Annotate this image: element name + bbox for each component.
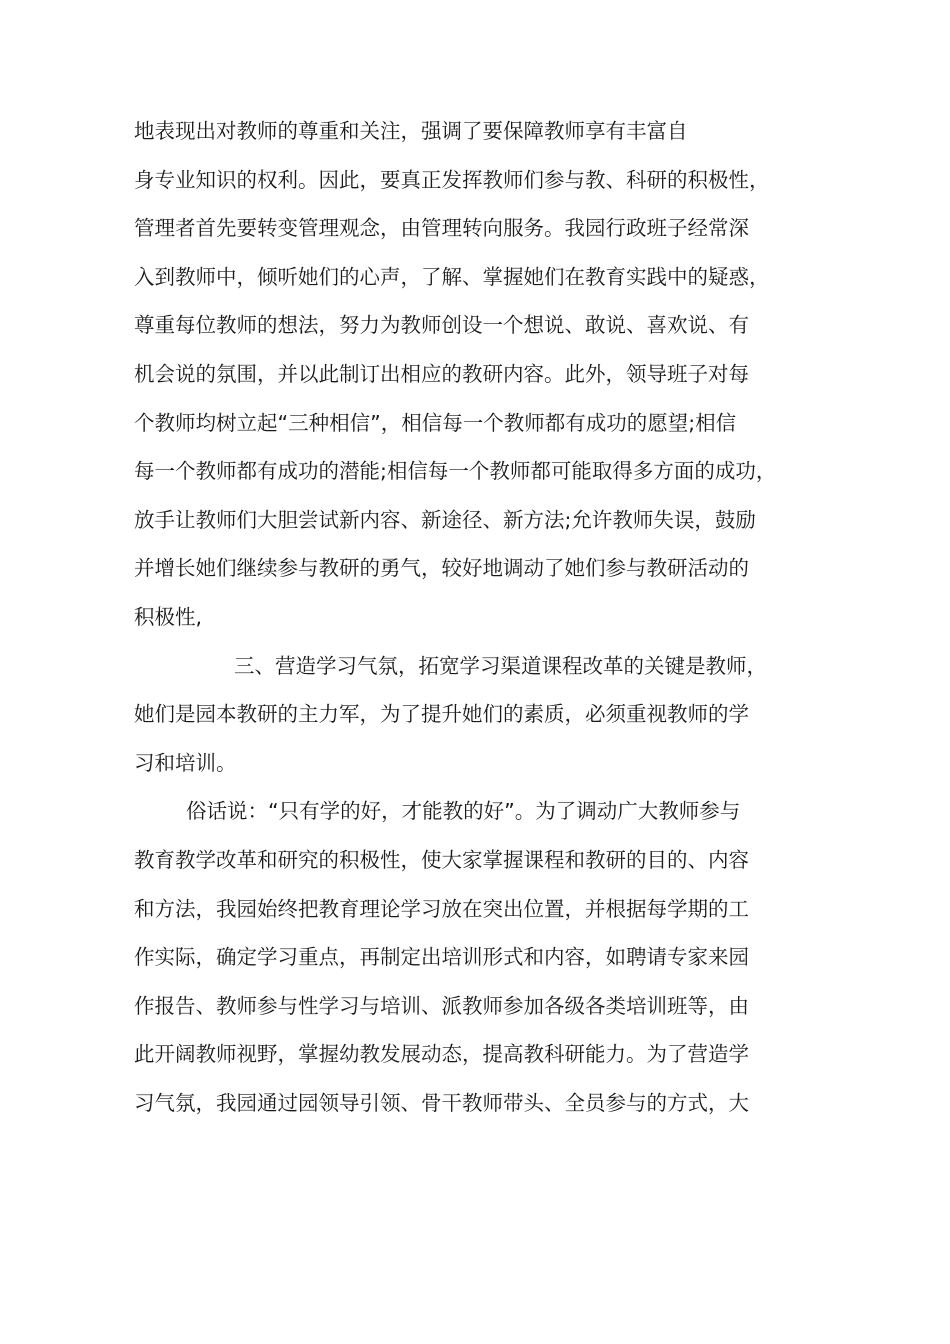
- body-line: 教育教学改革和研究的积极性，使大家掌握课程和教研的目的、内容: [134, 847, 749, 872]
- body-line: 尊重每位教师的想法，努力为教师创设一个想说、敢说、喜欢说、有: [134, 313, 749, 338]
- body-line: 她们是园本教研的主力军，为了提升她们的素质，必须重视教师的学: [134, 702, 749, 727]
- body-line: 放手让教师们大胆尝试新内容、新途径、新方法;允许教师失误，鼓励: [134, 507, 756, 532]
- body-line: 此开阔教师视野，掌握幼教发展动态，提高教科研能力。为了营造学: [134, 1042, 749, 1067]
- section-heading-line: 三、营造学习气氛，拓宽学习渠道课程改革的关键是教师，: [234, 653, 767, 678]
- document-body: [134, 107, 834, 1127]
- body-line: 个教师均树立起“三种相信”，相信每一个教师都有成功的愿望;相信: [134, 410, 737, 435]
- paragraph-first-line: 俗话说：“只有学的好，才能教的好”。为了调动广大教师参与: [186, 799, 741, 824]
- body-line: 积极性,: [134, 604, 203, 629]
- body-line: 机会说的氛围，并以此制订出相应的教研内容。此外，领导班子对每: [134, 361, 749, 386]
- body-line: 管理者首先要转变管理观念，由管理转向服务。我园行政班子经常深: [134, 216, 749, 241]
- body-line: 入到教师中，倾听她们的心声，了解、掌握她们在教育实践中的疑惑，: [134, 264, 770, 289]
- body-line: 地表现出对教师的尊重和关注，强调了要保障教师享有丰富自: [134, 119, 688, 143]
- body-line: 每一个教师都有成功的潜能;相信每一个教师都可能取得多方面的成功，: [134, 459, 777, 484]
- body-line: 习气氛，我园通过园领导引领、骨干教师带头、全员参与的方式，大: [134, 1090, 749, 1115]
- body-line: 和方法，我园始终把教育理论学习放在突出位置，并根据每学期的工: [134, 896, 749, 921]
- body-line: 作报告、教师参与性学习与培训、派教师参加各级各类培训班等，由: [134, 993, 749, 1018]
- body-line: 习和培训。: [134, 750, 237, 775]
- body-line: 作实际，确定学习重点，再制定出培训形式和内容，如聘请专家来园: [134, 945, 749, 970]
- body-line: 身专业知识的权利。因此，要真正发挥教师们参与教、科研的积极性，: [134, 167, 770, 192]
- body-line: 并增长她们继续参与教研的勇气，较好地调动了她们参与教研活动的: [134, 556, 749, 581]
